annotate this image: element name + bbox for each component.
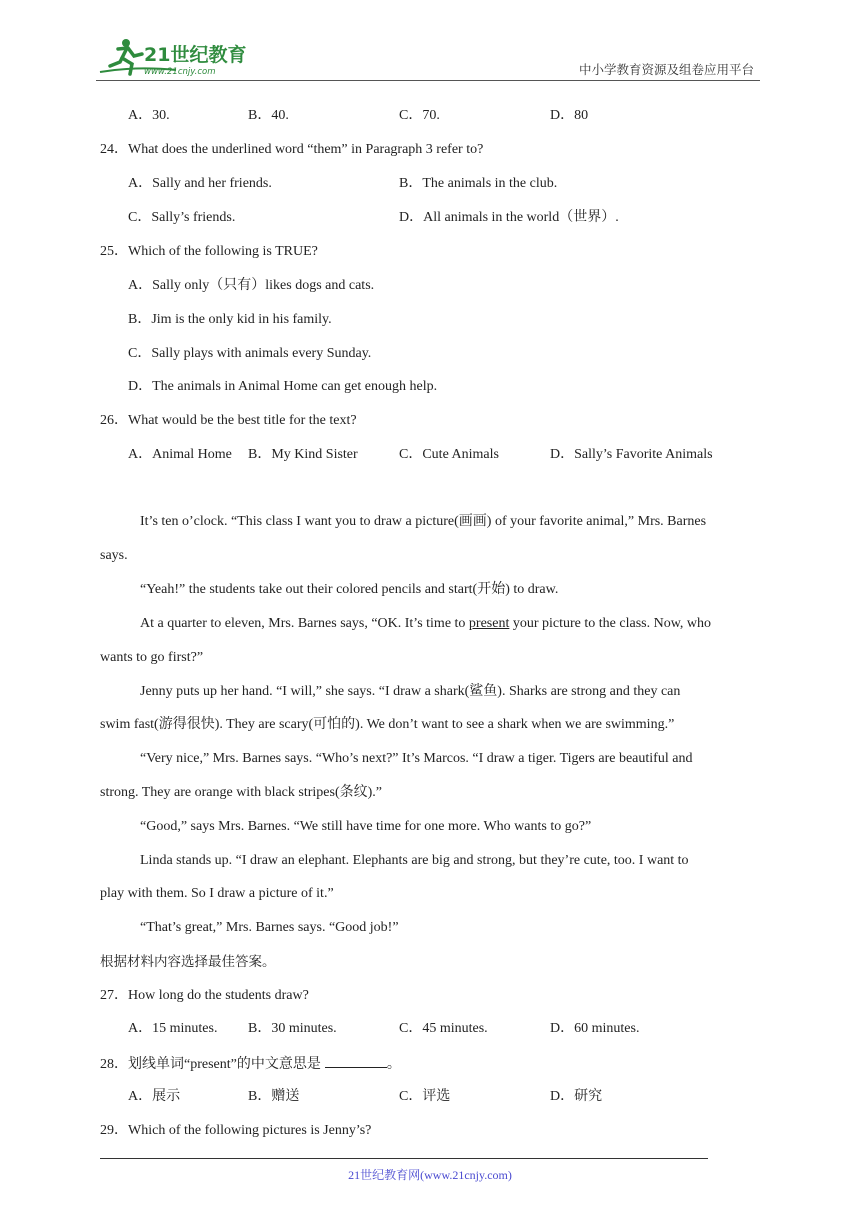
q26-option-a[interactable]: A．Animal Home (128, 447, 232, 462)
passage-p5-line1: “Very nice,” Mrs. Barnes says. “Who’s next?” It’s Marcos. “I draw a tiger. Tigers are beautiful and (140, 751, 693, 766)
page-header (96, 36, 760, 80)
footer-divider (100, 1158, 708, 1159)
passage-p7-line2: play with them. So I draw a picture of it.” (100, 886, 334, 901)
q24-option-d[interactable]: D．All animals in the world（世界）. (399, 210, 619, 225)
svg-text:www.21cnjy.com: www.21cnjy.com (144, 67, 216, 77)
q25-stem: 25．Which of the following is TRUE? (100, 244, 318, 259)
q24-option-c[interactable]: C．Sally’s friends. (128, 210, 236, 225)
q23-option-c[interactable]: C．70. (399, 108, 440, 123)
passage-p6: “Good,” says Mrs. Barnes. “We still have time for one more. Who wants to go?” (140, 819, 592, 834)
q28-stem (100, 1053, 401, 1075)
footer-link[interactable]: 21世纪教育网(www.21cnjy.com) (348, 1168, 512, 1182)
q24-option-b[interactable]: B．The animals in the club. (399, 176, 558, 191)
passage-p1-line1: It’s ten o’clock. “This class I want you to draw a picture(画画) of your favorite animal,” Mrs. Barnes (140, 514, 707, 529)
platform-name: 中小学教育资源及组卷应用平台 (578, 62, 754, 77)
q26-option-c[interactable]: C．Cute Animals (399, 447, 499, 462)
q28-option-d[interactable]: D．研究 (550, 1089, 603, 1104)
instruction: 根据材料内容选择最佳答案。 (100, 954, 276, 970)
q28-stem-end: 。 (386, 1057, 401, 1072)
q24-stem: 24．What does the underlined word “them” in Paragraph 3 refer to? (100, 142, 484, 157)
passage-p3-line2: wants to go first?” (100, 650, 204, 665)
passage-p4-line1: Jenny puts up her hand. “I will,” she says. “I draw a shark(鲨鱼). Sharks are strong and they can (140, 684, 681, 699)
q27-option-a[interactable]: A．15 minutes. (128, 1021, 218, 1036)
q25-option-c[interactable]: C．Sally plays with animals every Sunday. (128, 346, 372, 361)
q28-option-b[interactable]: B．赠送 (248, 1089, 300, 1104)
q27-stem: 27．How long do the students draw? (100, 988, 309, 1003)
underlined-word-present: present (468, 616, 510, 631)
q23-option-b[interactable]: B．40. (248, 108, 289, 123)
passage-p3-line1 (140, 614, 764, 634)
q24-option-a[interactable]: A．Sally and her friends. (128, 176, 272, 191)
svg-text:21世纪教育: 21世纪教育 (144, 44, 247, 66)
q28-option-a[interactable]: A．展示 (128, 1089, 181, 1104)
q27-option-c[interactable]: C．45 minutes. (399, 1021, 488, 1036)
q25-option-d[interactable]: D．The animals in Animal Home can get enough help. (128, 379, 438, 394)
header-divider (96, 80, 760, 81)
passage-p3-pre: At a quarter to eleven, Mrs. Barnes says, “OK. It’s time to (140, 616, 469, 631)
passage-p4-line2: swim fast(游得很快). They are scary(可怕的). We don’t want to see a shark when we are swimming.” (100, 717, 675, 732)
q23-option-a[interactable]: A．30. (128, 108, 170, 123)
passage-p8: “That’s great,” Mrs. Barnes says. “Good job!” (140, 920, 399, 935)
passage-p3-post: your picture to the class. Now, who (509, 616, 712, 631)
passage-p2: “Yeah!” the students take out their colored pencils and start(开始) to draw. (140, 582, 559, 597)
q28-stem-text: 28．划线单词“present”的中文意思是 (100, 1057, 321, 1072)
passage-p7-line1: Linda stands up. “I draw an elephant. Elephants are big and strong, but they’re cute, too. I want to (140, 853, 689, 868)
passage-p1-line2: says. (100, 548, 128, 563)
answer-blank[interactable] (325, 1053, 387, 1068)
q29-stem: 29．Which of the following pictures is Jenny’s? (100, 1123, 372, 1138)
q23-option-d[interactable]: D．80 (550, 108, 589, 123)
q26-option-d[interactable]: D．Sally’s Favorite Animals (550, 447, 713, 462)
q25-option-a[interactable]: A．Sally only（只有）likes dogs and cats. (128, 278, 375, 293)
q28-option-c[interactable]: C．评选 (399, 1089, 451, 1104)
q27-option-b[interactable]: B．30 minutes. (248, 1021, 337, 1036)
passage-p5-line2: strong. They are orange with black stripes(条纹).” (100, 785, 382, 800)
logo-icon (96, 36, 266, 80)
q25-option-b[interactable]: B．Jim is the only kid in his family. (128, 312, 332, 327)
q26-option-b[interactable]: B．My Kind Sister (248, 447, 358, 462)
q27-option-d[interactable]: D．60 minutes. (550, 1021, 640, 1036)
q26-stem: 26．What would be the best title for the text? (100, 413, 357, 428)
